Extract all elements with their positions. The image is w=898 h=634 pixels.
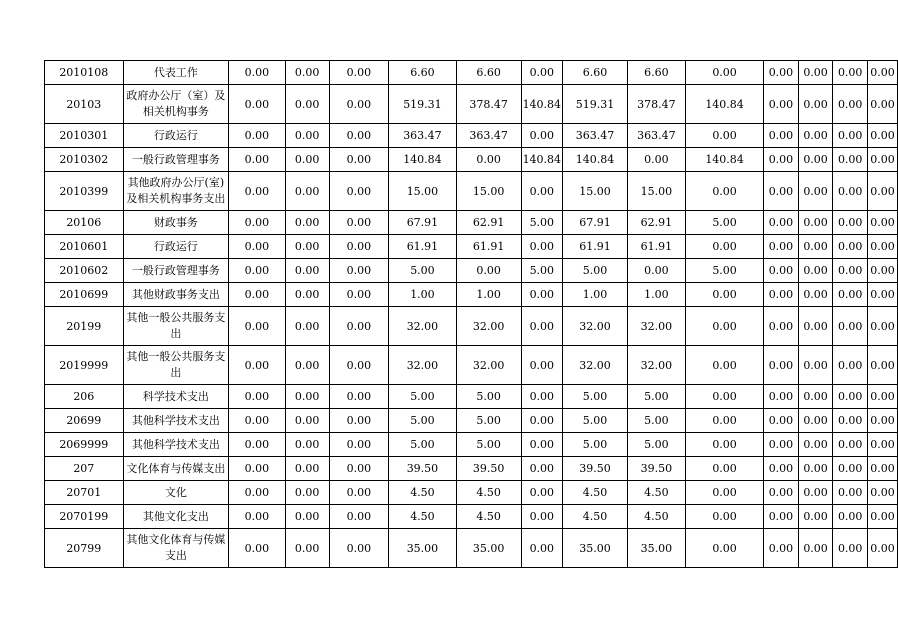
amount-cell: 0.00 xyxy=(686,307,764,346)
amount-cell: 0.00 xyxy=(329,85,388,124)
amount-cell: 39.50 xyxy=(563,457,628,481)
amount-cell: 0.00 xyxy=(229,235,286,259)
amount-cell: 0.00 xyxy=(798,124,833,148)
amount-cell: 0.00 xyxy=(764,307,799,346)
subject-name-cell: 文化体育与传媒支出 xyxy=(123,457,228,481)
amount-cell: 0.00 xyxy=(868,148,898,172)
amount-cell: 39.50 xyxy=(389,457,457,481)
amount-cell: 0.00 xyxy=(764,481,799,505)
table-row xyxy=(45,172,898,211)
amount-cell: 0.00 xyxy=(833,259,868,283)
amount-cell: 0.00 xyxy=(521,385,563,409)
amount-cell: 0.00 xyxy=(285,307,329,346)
amount-cell: 0.00 xyxy=(329,259,388,283)
amount-cell: 32.00 xyxy=(563,307,628,346)
subject-name-cell: 政府办公厅（室）及相关机构事务 xyxy=(123,85,228,124)
subject-name-cell: 其他文化支出 xyxy=(123,505,228,529)
amount-cell: 0.00 xyxy=(868,259,898,283)
amount-cell: 61.91 xyxy=(627,235,685,259)
amount-cell: 0.00 xyxy=(329,283,388,307)
subject-name-cell: 其他科学技术支出 xyxy=(123,409,228,433)
amount-cell: 0.00 xyxy=(798,385,833,409)
amount-cell: 5.00 xyxy=(627,433,685,457)
amount-cell: 5.00 xyxy=(563,409,628,433)
amount-cell: 140.84 xyxy=(686,85,764,124)
amount-cell: 0.00 xyxy=(686,283,764,307)
amount-cell: 0.00 xyxy=(798,61,833,85)
amount-cell: 140.84 xyxy=(521,148,563,172)
amount-cell: 32.00 xyxy=(456,307,521,346)
amount-cell: 0.00 xyxy=(285,283,329,307)
table-row xyxy=(45,211,898,235)
amount-cell: 0.00 xyxy=(868,385,898,409)
table-row xyxy=(45,148,898,172)
amount-cell: 0.00 xyxy=(329,481,388,505)
amount-cell: 0.00 xyxy=(833,481,868,505)
amount-cell: 0.00 xyxy=(329,409,388,433)
amount-cell: 15.00 xyxy=(456,172,521,211)
table-row xyxy=(45,529,898,568)
subject-code-cell: 2010399 xyxy=(45,172,124,211)
amount-cell: 0.00 xyxy=(868,283,898,307)
amount-cell: 0.00 xyxy=(285,433,329,457)
amount-cell: 0.00 xyxy=(329,433,388,457)
amount-cell: 0.00 xyxy=(686,385,764,409)
amount-cell: 0.00 xyxy=(521,529,563,568)
amount-cell: 61.91 xyxy=(456,235,521,259)
subject-code-cell: 2010302 xyxy=(45,148,124,172)
amount-cell: 0.00 xyxy=(285,172,329,211)
amount-cell: 0.00 xyxy=(868,172,898,211)
amount-cell: 0.00 xyxy=(686,124,764,148)
amount-cell: 67.91 xyxy=(389,211,457,235)
amount-cell: 62.91 xyxy=(456,211,521,235)
amount-cell: 0.00 xyxy=(229,346,286,385)
amount-cell: 0.00 xyxy=(764,409,799,433)
amount-cell: 363.47 xyxy=(389,124,457,148)
amount-cell: 4.50 xyxy=(627,481,685,505)
amount-cell: 0.00 xyxy=(764,172,799,211)
table-row xyxy=(45,505,898,529)
amount-cell: 0.00 xyxy=(833,346,868,385)
amount-cell: 0.00 xyxy=(798,409,833,433)
amount-cell: 0.00 xyxy=(833,172,868,211)
subject-code-cell: 207 xyxy=(45,457,124,481)
amount-cell: 5.00 xyxy=(521,259,563,283)
amount-cell: 67.91 xyxy=(563,211,628,235)
amount-cell: 0.00 xyxy=(798,172,833,211)
amount-cell: 5.00 xyxy=(389,385,457,409)
subject-code-cell: 206 xyxy=(45,385,124,409)
subject-name-cell: 科学技术支出 xyxy=(123,385,228,409)
amount-cell: 15.00 xyxy=(389,172,457,211)
amount-cell: 0.00 xyxy=(521,481,563,505)
subject-code-cell: 2019999 xyxy=(45,346,124,385)
amount-cell: 0.00 xyxy=(285,529,329,568)
amount-cell: 0.00 xyxy=(833,85,868,124)
amount-cell: 0.00 xyxy=(833,433,868,457)
amount-cell: 0.00 xyxy=(521,235,563,259)
amount-cell: 0.00 xyxy=(329,148,388,172)
amount-cell: 378.47 xyxy=(456,85,521,124)
amount-cell: 0.00 xyxy=(868,61,898,85)
amount-cell: 6.60 xyxy=(627,61,685,85)
amount-cell: 32.00 xyxy=(456,346,521,385)
amount-cell: 1.00 xyxy=(456,283,521,307)
amount-cell: 0.00 xyxy=(686,409,764,433)
amount-cell: 0.00 xyxy=(833,148,868,172)
amount-cell: 0.00 xyxy=(285,457,329,481)
amount-cell: 0.00 xyxy=(798,235,833,259)
amount-cell: 0.00 xyxy=(686,172,764,211)
amount-cell: 0.00 xyxy=(329,124,388,148)
amount-cell: 4.50 xyxy=(563,481,628,505)
amount-cell: 5.00 xyxy=(563,259,628,283)
amount-cell: 6.60 xyxy=(456,61,521,85)
amount-cell: 0.00 xyxy=(868,211,898,235)
amount-cell: 0.00 xyxy=(686,457,764,481)
subject-code-cell: 20103 xyxy=(45,85,124,124)
amount-cell: 0.00 xyxy=(868,85,898,124)
amount-cell: 0.00 xyxy=(329,211,388,235)
amount-cell: 0.00 xyxy=(764,529,799,568)
amount-cell: 0.00 xyxy=(521,346,563,385)
amount-cell: 5.00 xyxy=(563,433,628,457)
amount-cell: 35.00 xyxy=(563,529,628,568)
subject-code-cell: 20699 xyxy=(45,409,124,433)
amount-cell: 0.00 xyxy=(229,409,286,433)
amount-cell: 0.00 xyxy=(329,61,388,85)
amount-cell: 0.00 xyxy=(798,259,833,283)
amount-cell: 140.84 xyxy=(563,148,628,172)
amount-cell: 0.00 xyxy=(798,481,833,505)
amount-cell: 1.00 xyxy=(389,283,457,307)
subject-code-cell: 20799 xyxy=(45,529,124,568)
amount-cell: 0.00 xyxy=(798,433,833,457)
amount-cell: 0.00 xyxy=(686,61,764,85)
amount-cell: 0.00 xyxy=(285,505,329,529)
amount-cell: 0.00 xyxy=(764,148,799,172)
amount-cell: 0.00 xyxy=(329,307,388,346)
amount-cell: 6.60 xyxy=(389,61,457,85)
amount-cell: 0.00 xyxy=(521,172,563,211)
amount-cell: 0.00 xyxy=(764,85,799,124)
amount-cell: 0.00 xyxy=(285,124,329,148)
amount-cell: 0.00 xyxy=(285,385,329,409)
subject-code-cell: 2010602 xyxy=(45,259,124,283)
amount-cell: 0.00 xyxy=(868,529,898,568)
amount-cell: 0.00 xyxy=(521,307,563,346)
amount-cell: 5.00 xyxy=(521,211,563,235)
amount-cell: 4.50 xyxy=(456,505,521,529)
amount-cell: 0.00 xyxy=(764,211,799,235)
amount-cell: 0.00 xyxy=(521,283,563,307)
subject-code-cell: 20106 xyxy=(45,211,124,235)
table-row xyxy=(45,259,898,283)
amount-cell: 0.00 xyxy=(833,505,868,529)
subject-code-cell: 20199 xyxy=(45,307,124,346)
amount-cell: 5.00 xyxy=(563,385,628,409)
amount-cell: 0.00 xyxy=(521,124,563,148)
amount-cell: 0.00 xyxy=(456,148,521,172)
amount-cell: 0.00 xyxy=(521,409,563,433)
amount-cell: 0.00 xyxy=(229,61,286,85)
amount-cell: 140.84 xyxy=(686,148,764,172)
amount-cell: 363.47 xyxy=(563,124,628,148)
amount-cell: 0.00 xyxy=(285,85,329,124)
table-body xyxy=(45,61,898,568)
amount-cell: 0.00 xyxy=(329,505,388,529)
subject-name-cell: 文化 xyxy=(123,481,228,505)
amount-cell: 0.00 xyxy=(229,148,286,172)
subject-code-cell: 2070199 xyxy=(45,505,124,529)
amount-cell: 4.50 xyxy=(389,505,457,529)
amount-cell: 5.00 xyxy=(627,385,685,409)
amount-cell: 0.00 xyxy=(229,457,286,481)
amount-cell: 35.00 xyxy=(389,529,457,568)
amount-cell: 0.00 xyxy=(798,211,833,235)
subject-name-cell: 其他科学技术支出 xyxy=(123,433,228,457)
amount-cell: 0.00 xyxy=(285,346,329,385)
amount-cell: 378.47 xyxy=(627,85,685,124)
amount-cell: 0.00 xyxy=(285,61,329,85)
amount-cell: 0.00 xyxy=(833,457,868,481)
amount-cell: 62.91 xyxy=(627,211,685,235)
amount-cell: 0.00 xyxy=(285,211,329,235)
amount-cell: 32.00 xyxy=(627,307,685,346)
amount-cell: 0.00 xyxy=(868,481,898,505)
amount-cell: 0.00 xyxy=(833,409,868,433)
amount-cell: 5.00 xyxy=(456,409,521,433)
subject-name-cell: 其他一般公共服务支出 xyxy=(123,346,228,385)
table-row xyxy=(45,346,898,385)
amount-cell: 0.00 xyxy=(764,283,799,307)
table-row xyxy=(45,85,898,124)
subject-name-cell: 一般行政管理事务 xyxy=(123,148,228,172)
amount-cell: 0.00 xyxy=(833,529,868,568)
amount-cell: 0.00 xyxy=(868,457,898,481)
table-row xyxy=(45,385,898,409)
amount-cell: 0.00 xyxy=(764,385,799,409)
amount-cell: 4.50 xyxy=(627,505,685,529)
amount-cell: 0.00 xyxy=(833,283,868,307)
amount-cell: 39.50 xyxy=(456,457,521,481)
amount-cell: 140.84 xyxy=(521,85,563,124)
subject-name-cell: 财政事务 xyxy=(123,211,228,235)
amount-cell: 0.00 xyxy=(285,409,329,433)
amount-cell: 6.60 xyxy=(563,61,628,85)
amount-cell: 519.31 xyxy=(389,85,457,124)
amount-cell: 4.50 xyxy=(563,505,628,529)
table-row xyxy=(45,235,898,259)
amount-cell: 0.00 xyxy=(833,124,868,148)
table-row xyxy=(45,409,898,433)
amount-cell: 0.00 xyxy=(798,529,833,568)
amount-cell: 0.00 xyxy=(868,124,898,148)
amount-cell: 32.00 xyxy=(389,346,457,385)
amount-cell: 0.00 xyxy=(833,307,868,346)
amount-cell: 0.00 xyxy=(329,457,388,481)
amount-cell: 0.00 xyxy=(833,385,868,409)
subject-name-cell: 一般行政管理事务 xyxy=(123,259,228,283)
amount-cell: 0.00 xyxy=(868,307,898,346)
amount-cell: 0.00 xyxy=(868,505,898,529)
amount-cell: 0.00 xyxy=(229,172,286,211)
amount-cell: 35.00 xyxy=(456,529,521,568)
table-row xyxy=(45,124,898,148)
amount-cell: 5.00 xyxy=(686,211,764,235)
amount-cell: 0.00 xyxy=(764,235,799,259)
table-row xyxy=(45,433,898,457)
amount-cell: 363.47 xyxy=(627,124,685,148)
amount-cell: 140.84 xyxy=(389,148,457,172)
amount-cell: 0.00 xyxy=(285,148,329,172)
amount-cell: 0.00 xyxy=(868,409,898,433)
amount-cell: 32.00 xyxy=(389,307,457,346)
amount-cell: 0.00 xyxy=(764,346,799,385)
amount-cell: 0.00 xyxy=(521,457,563,481)
amount-cell: 0.00 xyxy=(329,235,388,259)
subject-code-cell: 2010601 xyxy=(45,235,124,259)
amount-cell: 0.00 xyxy=(627,148,685,172)
amount-cell: 0.00 xyxy=(833,61,868,85)
amount-cell: 0.00 xyxy=(764,259,799,283)
subject-name-cell: 行政运行 xyxy=(123,124,228,148)
amount-cell: 0.00 xyxy=(686,433,764,457)
amount-cell: 5.00 xyxy=(456,433,521,457)
amount-cell: 1.00 xyxy=(563,283,628,307)
amount-cell: 5.00 xyxy=(389,433,457,457)
amount-cell: 0.00 xyxy=(329,529,388,568)
amount-cell: 4.50 xyxy=(389,481,457,505)
amount-cell: 0.00 xyxy=(798,457,833,481)
table-row xyxy=(45,283,898,307)
amount-cell: 0.00 xyxy=(833,211,868,235)
table-row xyxy=(45,481,898,505)
amount-cell: 0.00 xyxy=(798,346,833,385)
subject-code-cell: 2010301 xyxy=(45,124,124,148)
amount-cell: 0.00 xyxy=(521,433,563,457)
amount-cell: 61.91 xyxy=(389,235,457,259)
table-row xyxy=(45,307,898,346)
amount-cell: 0.00 xyxy=(868,433,898,457)
subject-name-cell: 其他政府办公厅(室)及相关机构事务支出 xyxy=(123,172,228,211)
amount-cell: 32.00 xyxy=(563,346,628,385)
table-row xyxy=(45,457,898,481)
amount-cell: 0.00 xyxy=(229,85,286,124)
amount-cell: 0.00 xyxy=(229,259,286,283)
amount-cell: 39.50 xyxy=(627,457,685,481)
amount-cell: 15.00 xyxy=(627,172,685,211)
amount-cell: 32.00 xyxy=(627,346,685,385)
amount-cell: 0.00 xyxy=(764,61,799,85)
amount-cell: 4.50 xyxy=(456,481,521,505)
amount-cell: 0.00 xyxy=(229,505,286,529)
amount-cell: 0.00 xyxy=(456,259,521,283)
amount-cell: 519.31 xyxy=(563,85,628,124)
budget-table xyxy=(44,60,898,568)
amount-cell: 0.00 xyxy=(686,529,764,568)
amount-cell: 0.00 xyxy=(229,283,286,307)
amount-cell: 0.00 xyxy=(868,346,898,385)
subject-code-cell: 2010108 xyxy=(45,61,124,85)
amount-cell: 0.00 xyxy=(229,307,286,346)
amount-cell: 0.00 xyxy=(229,385,286,409)
amount-cell: 5.00 xyxy=(389,409,457,433)
amount-cell: 0.00 xyxy=(285,481,329,505)
subject-name-cell: 代表工作 xyxy=(123,61,228,85)
amount-cell: 0.00 xyxy=(686,481,764,505)
amount-cell: 5.00 xyxy=(389,259,457,283)
subject-name-cell: 其他财政事务支出 xyxy=(123,283,228,307)
amount-cell: 15.00 xyxy=(563,172,628,211)
subject-code-cell: 2069999 xyxy=(45,433,124,457)
amount-cell: 0.00 xyxy=(764,124,799,148)
amount-cell: 5.00 xyxy=(686,259,764,283)
amount-cell: 0.00 xyxy=(229,124,286,148)
amount-cell: 5.00 xyxy=(627,409,685,433)
subject-code-cell: 2010699 xyxy=(45,283,124,307)
amount-cell: 0.00 xyxy=(798,283,833,307)
amount-cell: 0.00 xyxy=(798,148,833,172)
table-row xyxy=(45,61,898,85)
amount-cell: 0.00 xyxy=(686,346,764,385)
amount-cell: 0.00 xyxy=(521,61,563,85)
amount-cell: 0.00 xyxy=(764,433,799,457)
subject-code-cell: 20701 xyxy=(45,481,124,505)
subject-name-cell: 其他一般公共服务支出 xyxy=(123,307,228,346)
amount-cell: 0.00 xyxy=(329,172,388,211)
amount-cell: 0.00 xyxy=(627,259,685,283)
amount-cell: 0.00 xyxy=(764,505,799,529)
amount-cell: 1.00 xyxy=(627,283,685,307)
amount-cell: 0.00 xyxy=(229,481,286,505)
amount-cell: 0.00 xyxy=(521,505,563,529)
amount-cell: 0.00 xyxy=(285,259,329,283)
amount-cell: 0.00 xyxy=(798,505,833,529)
amount-cell: 0.00 xyxy=(229,433,286,457)
amount-cell: 0.00 xyxy=(686,505,764,529)
amount-cell: 0.00 xyxy=(868,235,898,259)
amount-cell: 0.00 xyxy=(229,529,286,568)
amount-cell: 0.00 xyxy=(764,457,799,481)
subject-name-cell: 行政运行 xyxy=(123,235,228,259)
amount-cell: 0.00 xyxy=(329,346,388,385)
amount-cell: 0.00 xyxy=(833,235,868,259)
amount-cell: 363.47 xyxy=(456,124,521,148)
amount-cell: 35.00 xyxy=(627,529,685,568)
amount-cell: 0.00 xyxy=(229,211,286,235)
amount-cell: 5.00 xyxy=(456,385,521,409)
amount-cell: 0.00 xyxy=(798,307,833,346)
amount-cell: 0.00 xyxy=(285,235,329,259)
amount-cell: 0.00 xyxy=(798,85,833,124)
subject-name-cell: 其他文化体育与传媒支出 xyxy=(123,529,228,568)
amount-cell: 0.00 xyxy=(686,235,764,259)
amount-cell: 61.91 xyxy=(563,235,628,259)
amount-cell: 0.00 xyxy=(329,385,388,409)
